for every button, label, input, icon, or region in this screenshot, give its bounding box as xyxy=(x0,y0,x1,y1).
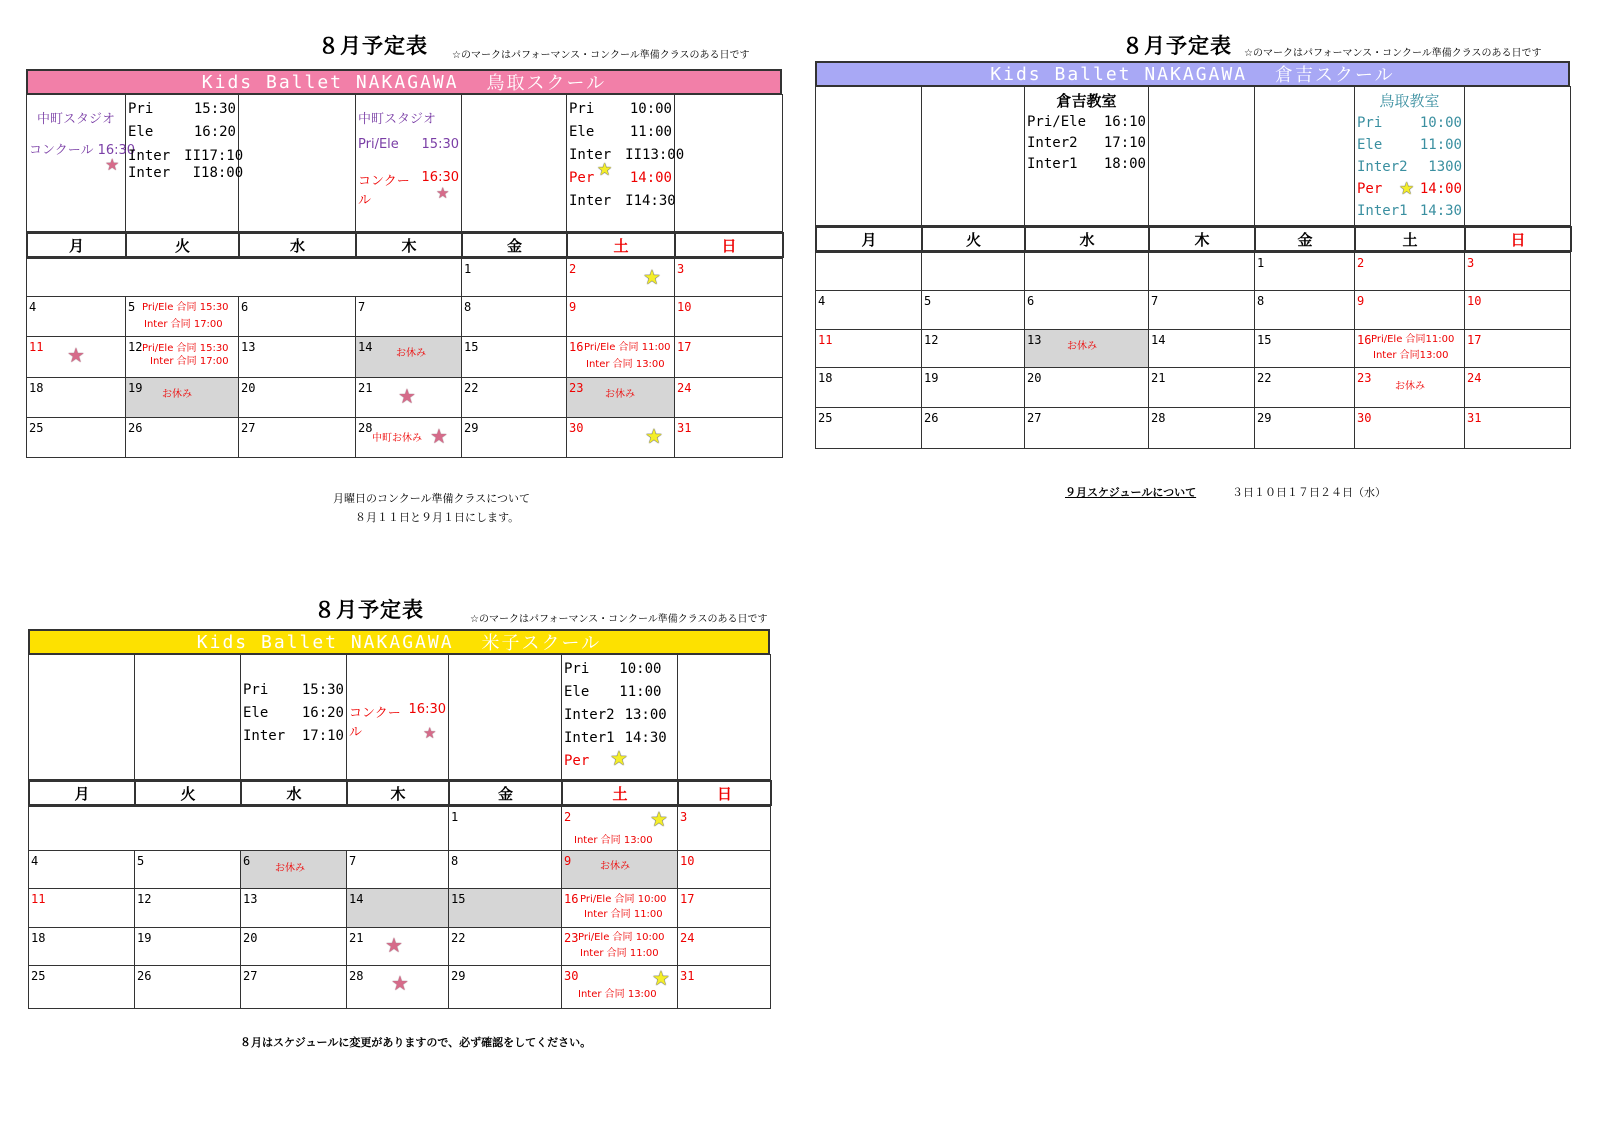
calendar-day: 10 xyxy=(1465,291,1571,330)
calendar-day-closed: 19 お休み xyxy=(126,377,239,417)
calendar-day: 20 xyxy=(241,928,347,965)
calendar-day: 28 ★ xyxy=(347,965,449,1008)
calendar-day: 1 xyxy=(1255,253,1355,291)
calendar-day: 12 Pri/Ele 合同 15:30 Inter 合同 17:00 xyxy=(126,337,239,377)
calendar-day: 26 xyxy=(135,965,241,1008)
yonago-thu-slot xyxy=(347,655,449,780)
tottori-thu-concours: コンクール 16:30 xyxy=(358,170,459,208)
yonago-sat-per: Per xyxy=(564,753,590,769)
calendar-day: 18 xyxy=(816,368,922,408)
yonago-sun-slot xyxy=(678,655,771,780)
calendar-day: 27 xyxy=(241,965,347,1008)
weekday-thu: 木 xyxy=(347,781,449,805)
calendar-day: 8 xyxy=(1255,291,1355,330)
star-icon: ★ xyxy=(423,724,437,742)
weekday-fri: 金 xyxy=(449,781,562,805)
weekday-sat: 土 xyxy=(567,233,675,257)
kurayoshi-wed-head: 倉吉教室 xyxy=(1056,92,1117,110)
kurayoshi-september-label: ９月スケジュールについて xyxy=(1065,486,1197,499)
calendar-blank xyxy=(816,253,922,291)
kurayoshi-september-dates: ３日１０日１７日２４日（水） xyxy=(1232,486,1386,499)
kurayoshi-wed-row: Pri/Ele 16:10 xyxy=(1027,114,1146,130)
calendar-day: 12 xyxy=(135,888,241,927)
tottori-sat-row: Pri 10:00 xyxy=(569,101,672,117)
calendar-blank xyxy=(27,259,462,297)
yonago-wed-row: Ele 16:20 xyxy=(243,705,344,721)
yonago-sat-row: Inter2 13:00 xyxy=(564,707,667,723)
calendar-day: 1 xyxy=(462,259,567,297)
calendar-day: 17 xyxy=(678,888,771,927)
calendar-day: 28 中町お休み ★ xyxy=(356,417,462,457)
star-icon: ★ xyxy=(650,807,668,831)
tottori-tue-row: Inter II 17:10 xyxy=(128,148,244,164)
kurayoshi-wed-slot xyxy=(1025,87,1149,226)
calendar-day: 11 xyxy=(29,888,135,927)
calendar-day: 21 ★ xyxy=(347,928,449,965)
tottori-tue-row: Inter I 18:00 xyxy=(128,165,244,181)
weekday-tue: 火 xyxy=(922,227,1025,251)
star-icon: ★ xyxy=(643,265,661,289)
calendar-day: 24 xyxy=(1465,368,1571,408)
kurayoshi-weekday-header xyxy=(815,226,1572,252)
star-icon: ★ xyxy=(652,965,670,990)
calendar-day: 18 xyxy=(29,928,135,965)
yonago-calendar xyxy=(28,806,771,1009)
yonago-sat-row: Pri 10:00 xyxy=(564,661,662,677)
yonago-fri-slot xyxy=(449,655,562,780)
calendar-day: 31 xyxy=(1465,408,1571,449)
calendar-day: 2 ★ Inter 合同 13:00 xyxy=(562,807,678,851)
calendar-day: 25 xyxy=(816,408,922,449)
weekday-fri: 金 xyxy=(462,233,567,257)
yonago-brand: Kids Ballet NAKAGAWA xyxy=(196,631,454,653)
tottori-mon-concours: コンクール 16:30 xyxy=(29,143,136,158)
calendar-day: 5 Pri/Ele 合同 15:30 Inter 合同 17:00 xyxy=(126,297,239,337)
kurayoshi-sat-row: Inter1 14:30 xyxy=(1357,203,1462,219)
calendar-day: 13 xyxy=(239,337,356,377)
calendar-day: 7 xyxy=(347,851,449,888)
calendar-day: 16 Pri/Ele 合同 10:00 Inter 合同 11:00 xyxy=(562,888,678,927)
calendar-day: 30 ★ xyxy=(567,417,675,457)
weekday-thu: 木 xyxy=(1149,227,1255,251)
star-icon: ★ xyxy=(645,423,663,448)
calendar-day: 16 Pri/Ele 合同11:00 Inter 合同13:00 xyxy=(1355,330,1465,368)
tottori-wed-slot xyxy=(239,95,356,232)
calendar-day: 24 xyxy=(675,377,783,417)
tottori-calendar xyxy=(26,258,783,458)
yonago-sat-slot xyxy=(562,655,678,780)
calendar-day: 4 xyxy=(29,851,135,888)
kurayoshi-mon-slot xyxy=(816,87,922,226)
calendar-day: 15 xyxy=(1255,330,1355,368)
weekday-fri: 金 xyxy=(1255,227,1355,251)
weekday-sun: 日 xyxy=(678,781,771,805)
weekday-sun: 日 xyxy=(1465,227,1571,251)
tottori-footer-line1: 月曜日のコンクール準備クラスについて xyxy=(333,492,531,505)
tottori-tue-slot xyxy=(126,95,244,232)
calendar-day: 22 xyxy=(449,928,562,965)
tottori-schedule xyxy=(26,94,783,232)
calendar-day: 15 xyxy=(462,337,567,377)
calendar-day: 22 xyxy=(462,377,567,417)
weekday-tue: 火 xyxy=(135,781,241,805)
tottori-fri-slot xyxy=(462,95,567,232)
calendar-day: 25 xyxy=(27,417,126,457)
kurayoshi-sat-slot xyxy=(1355,87,1465,226)
calendar-day: 5 xyxy=(135,851,241,888)
calendar-day: 26 xyxy=(126,417,239,457)
star-icon: ★ xyxy=(610,746,628,770)
yonago-thu-concours: コンクール 16:30 xyxy=(349,702,446,740)
calendar-day: 21 ★ xyxy=(356,377,462,417)
yonago-footer: ８月はスケジュールに変更がありますので、必ず確認をしてください。 xyxy=(240,1036,592,1049)
yonago-wed-slot xyxy=(241,655,347,780)
calendar-day-closed: 6 お休み xyxy=(241,851,347,888)
calendar-day: 13 xyxy=(241,888,347,927)
weekday-sun: 日 xyxy=(675,233,783,257)
star-icon: ★ xyxy=(1399,179,1415,199)
star-icon: ★ xyxy=(391,970,409,995)
kurayoshi-tue-slot xyxy=(922,87,1025,226)
kurayoshi-title: ８月予定表 xyxy=(1122,34,1232,58)
yonago-sat-row: Inter1 14:30 xyxy=(564,730,667,746)
calendar-day: 3 xyxy=(1465,253,1571,291)
kurayoshi-thu-slot xyxy=(1149,87,1255,226)
calendar-day: 23 Pri/Ele 合同 10:00 Inter 合同 11:00 xyxy=(562,928,678,965)
tottori-sat-slot xyxy=(567,95,685,232)
calendar-day: 5 xyxy=(922,291,1025,330)
calendar-day: 2 ★ xyxy=(567,259,675,297)
calendar-day: 17 xyxy=(1465,330,1571,368)
calendar-day: 20 xyxy=(1025,368,1149,408)
tottori-thu-slot xyxy=(356,95,462,232)
calendar-day: 9 xyxy=(567,297,675,337)
weekday-tue: 火 xyxy=(126,233,239,257)
calendar-day: 27 xyxy=(1025,408,1149,449)
calendar-day: 6 xyxy=(239,297,356,337)
tottori-sat-row: Ele 11:00 xyxy=(569,124,672,140)
yonago-mon-slot xyxy=(29,655,135,780)
calendar-day: 30 ★ Inter 合同 13:00 xyxy=(562,965,678,1008)
calendar-blank xyxy=(29,807,449,851)
tottori-tue-row: Pri 15:30 xyxy=(128,101,236,117)
weekday-thu: 木 xyxy=(356,233,462,257)
tottori-header xyxy=(26,69,782,95)
kurayoshi-sat-row: Pri 10:00 xyxy=(1357,115,1462,131)
tottori-footer-line2: ８月１１日と９月１日にします。 xyxy=(355,511,520,524)
kurayoshi-wed-row: Inter2 17:10 xyxy=(1027,135,1146,151)
yonago-school-name: 米子スクール xyxy=(481,633,602,654)
tottori-mon-studio: 中町スタジオ xyxy=(36,112,115,127)
calendar-day: 4 xyxy=(816,291,922,330)
kurayoshi-wed-row: Inter1 18:00 xyxy=(1027,156,1146,172)
calendar-day: 19 xyxy=(922,368,1025,408)
calendar-day: 22 xyxy=(1255,368,1355,408)
kurayoshi-calendar xyxy=(815,252,1571,449)
weekday-sat: 土 xyxy=(1355,227,1465,251)
calendar-day-closed: 14 xyxy=(347,888,449,927)
calendar-day: 18 xyxy=(27,377,126,417)
calendar-blank xyxy=(922,253,1025,291)
tottori-sat-row: Inter I 14:30 xyxy=(569,193,676,209)
calendar-day: 29 xyxy=(449,965,562,1008)
calendar-day-closed: 9 お休み xyxy=(562,851,678,888)
calendar-day: 3 xyxy=(675,259,783,297)
star-icon: ★ xyxy=(67,343,85,368)
tottori-school-name: 鳥取スクール xyxy=(486,73,607,94)
calendar-day: 7 xyxy=(356,297,462,337)
calendar-day: 27 xyxy=(239,417,356,457)
tottori-star-note: ☆のマークはパフォーマンス・コンクール準備クラスのある日です xyxy=(452,50,750,61)
calendar-day: 8 xyxy=(462,297,567,337)
kurayoshi-sat-row: Inter2 1300 xyxy=(1357,159,1462,175)
star-icon: ★ xyxy=(105,155,120,174)
calendar-day: 7 xyxy=(1149,291,1255,330)
tottori-weekday-header xyxy=(26,232,784,258)
calendar-day: 19 xyxy=(135,928,241,965)
calendar-day: 31 xyxy=(675,417,783,457)
tottori-sun-slot xyxy=(675,95,783,232)
calendar-day: 23 お休み xyxy=(1355,368,1465,408)
yonago-star-note: ☆のマークはパフォーマンス・コンクール準備クラスのある日です xyxy=(470,614,768,625)
calendar-day-closed: 14 お休み xyxy=(356,337,462,377)
tottori-brand: Kids Ballet NAKAGAWA xyxy=(201,71,459,93)
weekday-mon: 月 xyxy=(816,227,922,251)
weekday-wed: 水 xyxy=(1025,227,1149,251)
calendar-day: 12 xyxy=(922,330,1025,368)
calendar-day: 4 xyxy=(27,297,126,337)
tottori-sat-row: Per 14:00 xyxy=(569,170,672,186)
kurayoshi-schedule xyxy=(815,86,1571,226)
calendar-day: 29 xyxy=(1255,408,1355,449)
calendar-day: 26 xyxy=(922,408,1025,449)
calendar-day: 25 xyxy=(29,965,135,1008)
star-icon: ★ xyxy=(436,184,450,202)
calendar-day: 28 xyxy=(1149,408,1255,449)
yonago-tue-slot xyxy=(135,655,241,780)
calendar-day: 14 xyxy=(1149,330,1255,368)
kurayoshi-school-name: 倉吉スクール xyxy=(1275,65,1395,86)
yonago-sat-row: Ele 11:00 xyxy=(564,684,662,700)
yonago-wed-row: Pri 15:30 xyxy=(243,682,344,698)
tottori-title: ８月予定表 xyxy=(318,34,428,58)
tottori-mon-slot xyxy=(27,95,136,232)
kurayoshi-sun-slot xyxy=(1465,87,1571,226)
calendar-day: 6 xyxy=(1025,291,1149,330)
kurayoshi-sat-row: Per 14:00 xyxy=(1357,181,1462,197)
yonago-schedule xyxy=(28,654,771,780)
calendar-day: 2 xyxy=(1355,253,1465,291)
yonago-wed-row: Inter 17:10 xyxy=(243,728,344,744)
weekday-mon: 月 xyxy=(29,781,135,805)
calendar-day: 16 Pri/Ele 合同 11:00 Inter 合同 13:00 xyxy=(567,337,675,377)
calendar-day: 10 xyxy=(678,851,771,888)
tottori-thu-pri-ele: Pri/Ele 15:30 xyxy=(358,137,459,152)
calendar-day: 1 xyxy=(449,807,562,851)
calendar-day: 29 xyxy=(462,417,567,457)
calendar-day-closed: 15 xyxy=(449,888,562,927)
tottori-tue-row: Ele 16:20 xyxy=(128,124,236,140)
calendar-day: 24 xyxy=(678,928,771,965)
star-icon: ★ xyxy=(597,160,613,180)
calendar-day: 31 xyxy=(678,965,771,1008)
kurayoshi-brand: Kids Ballet NAKAGAWA xyxy=(990,63,1248,85)
yonago-header xyxy=(28,629,770,655)
weekday-wed: 水 xyxy=(241,781,347,805)
star-icon: ★ xyxy=(385,933,403,958)
kurayoshi-star-note: ☆のマークはパフォーマンス・コンクール準備クラスのある日です xyxy=(1244,48,1542,59)
calendar-day: 3 xyxy=(678,807,771,851)
calendar-blank xyxy=(1025,253,1149,291)
calendar-day: 11 xyxy=(816,330,922,368)
calendar-day-closed: 13 お休み xyxy=(1025,330,1149,368)
star-icon: ★ xyxy=(398,383,416,408)
calendar-day: 20 xyxy=(239,377,356,417)
calendar-day: 11 ★ xyxy=(27,337,126,377)
kurayoshi-fri-slot xyxy=(1255,87,1355,226)
calendar-day: 30 xyxy=(1355,408,1465,449)
weekday-mon: 月 xyxy=(27,233,126,257)
calendar-blank xyxy=(1149,253,1255,291)
calendar-day: 8 xyxy=(449,851,562,888)
calendar-day: 9 xyxy=(1355,291,1465,330)
kurayoshi-header xyxy=(815,61,1570,87)
star-icon: ★ xyxy=(430,423,448,448)
kurayoshi-sat-row: Ele 11:00 xyxy=(1357,137,1462,153)
kurayoshi-sat-head: 鳥取教室 xyxy=(1379,92,1440,110)
calendar-day: 21 xyxy=(1149,368,1255,408)
calendar-day-closed: 23 お休み xyxy=(567,377,675,417)
tottori-sat-row: Inter II 13:00 xyxy=(569,147,685,163)
yonago-weekday-header xyxy=(28,780,772,806)
weekday-wed: 水 xyxy=(239,233,356,257)
calendar-day: 17 xyxy=(675,337,783,377)
tottori-thu-studio: 中町スタジオ xyxy=(358,112,437,127)
weekday-sat: 土 xyxy=(562,781,678,805)
calendar-day: 10 xyxy=(675,297,783,337)
yonago-title: ８月予定表 xyxy=(314,598,424,622)
